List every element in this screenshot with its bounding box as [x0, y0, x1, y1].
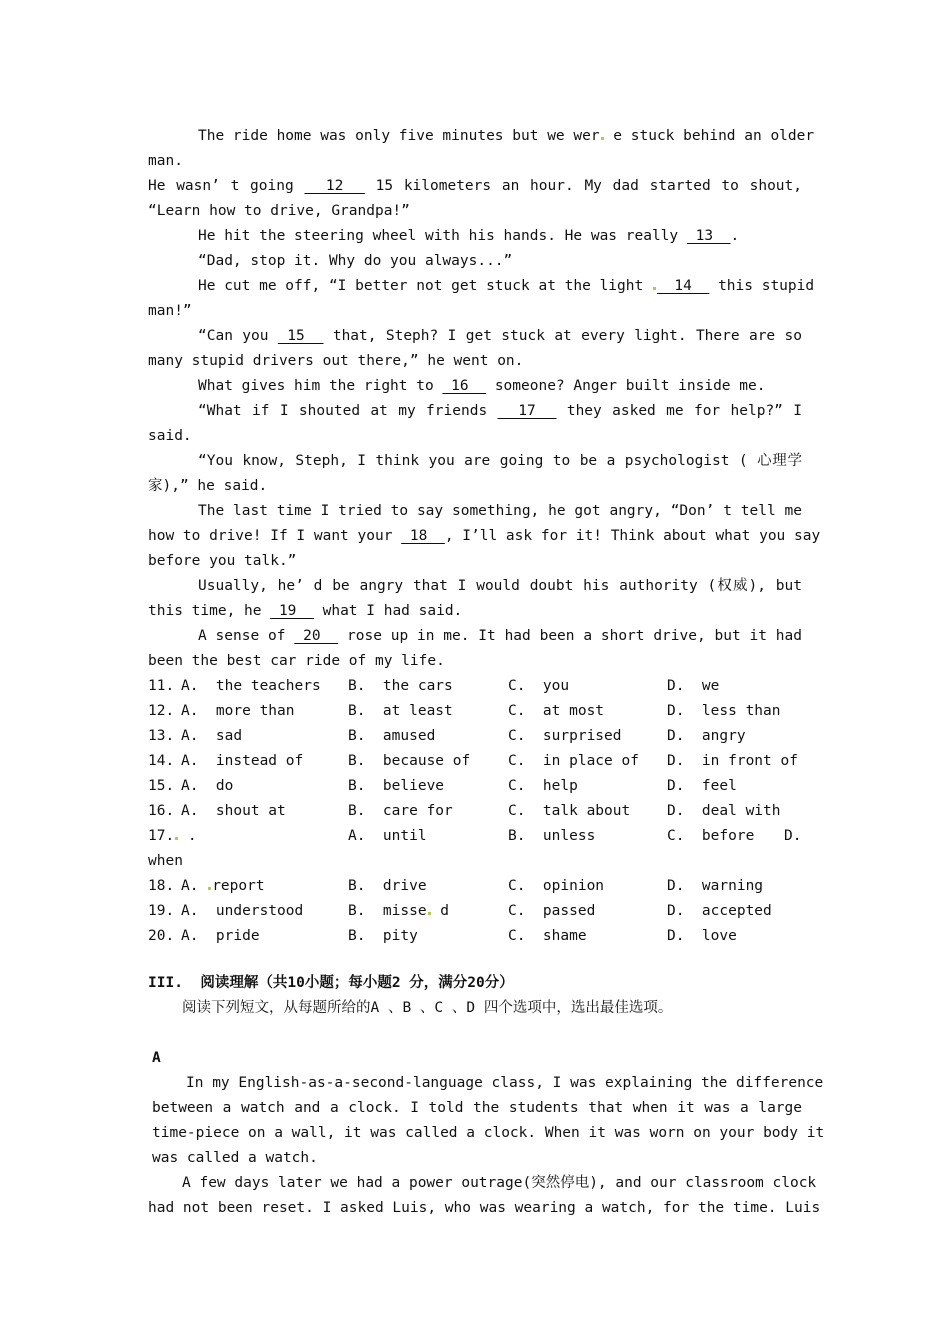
- passage-line: was called a watch.: [152, 1150, 318, 1166]
- option-d[interactable]: D. love: [667, 928, 737, 944]
- blank-18: 18: [401, 528, 445, 544]
- speck-mark: [653, 287, 656, 290]
- passage-line: What gives him the right to 16 someone? Anger built inside me.: [198, 378, 766, 394]
- option-c[interactable]: C. before: [667, 828, 755, 844]
- passage-line: The last time I tried to say something, he got angry, “Don’ t tell me: [198, 503, 802, 519]
- passage-line: A few days later we had a power outrage(突然停电), and our classroom clock: [182, 1175, 817, 1191]
- option-c[interactable]: C. at most: [508, 703, 605, 719]
- option-b[interactable]: B. at least: [348, 703, 453, 719]
- passage-label: A: [152, 1050, 161, 1066]
- option-d[interactable]: D. we: [667, 678, 720, 694]
- option-d[interactable]: D. warning: [667, 878, 764, 894]
- passage-line: been the best car ride of my life.: [148, 653, 445, 669]
- option-c[interactable]: C. in place of: [508, 753, 639, 769]
- passage-line: “Can you 15 that, Steph? I get stuck at every light. There are so: [198, 328, 802, 344]
- passage-line: between a watch and a clock. I told the students that when it was a large: [152, 1100, 802, 1116]
- option-b[interactable]: B. pity: [348, 928, 418, 944]
- option-d[interactable]: D. accepted: [667, 903, 772, 919]
- passage-line: how to drive! If I want your 18 , I’ll ask for it! Think about what you say: [148, 528, 821, 544]
- passage-line: He wasn’ t going 12 15 kilometers an hour. My dad started to shout,: [148, 178, 802, 194]
- option-a[interactable]: A. pride: [181, 928, 260, 944]
- option-a[interactable]: A. instead of: [181, 753, 304, 769]
- option-b[interactable]: B. believe: [348, 778, 445, 794]
- question-number: 20.: [148, 928, 175, 944]
- option-b[interactable]: B. care for: [348, 803, 453, 819]
- option-d[interactable]: D. in front of: [667, 753, 798, 769]
- option-b[interactable]: B. because of: [348, 753, 471, 769]
- question-number: 13.: [148, 728, 175, 744]
- option-a[interactable]: A. do: [181, 778, 234, 794]
- passage-line: this time, he 19 what I had said.: [148, 603, 463, 619]
- speck-mark: [175, 837, 178, 840]
- question-number: 14.: [148, 753, 175, 769]
- passage-line: man!”: [148, 303, 192, 319]
- passage-line: 家),” he said.: [148, 478, 268, 494]
- question-number: 16.: [148, 803, 175, 819]
- blank-14: 14: [656, 278, 710, 294]
- option-b[interactable]: B. amused: [348, 728, 436, 744]
- option-a[interactable]: A. more than: [181, 703, 295, 719]
- option-d[interactable]: D. angry: [667, 728, 746, 744]
- section-title: III. 阅读理解（共10小题；每小题2 分，满分20分）: [148, 975, 514, 991]
- option-d[interactable]: D. less than: [667, 703, 781, 719]
- question-number: 11.: [148, 678, 175, 694]
- blank-20: 20: [294, 628, 339, 644]
- section-instruction: 阅读下列短文，从每题所给的A 、B 、C 、D 四个选项中，选出最佳选项。: [182, 1000, 673, 1016]
- passage-line: man.: [148, 153, 183, 169]
- option-a[interactable]: A. sad: [181, 728, 243, 744]
- passage-line: He hit the steering wheel with his hands. He was really 13 .: [198, 228, 740, 244]
- question-number: 15.: [148, 778, 175, 794]
- question-number: 19.: [148, 903, 175, 919]
- passage-line: many stupid drivers out there,” he went on.: [148, 353, 524, 369]
- passage-line: The ride home was only five minutes but we wer e stuck behind an older: [198, 128, 815, 144]
- option-a[interactable]: A. understood: [181, 903, 304, 919]
- passage-line: “Learn how to drive, Grandpa!”: [148, 203, 410, 219]
- option-a[interactable]: A. report: [181, 878, 265, 894]
- passage-line: A sense of 20 rose up in me. It had been a short drive, but it had: [198, 628, 802, 644]
- speck-mark: [601, 137, 604, 140]
- option-b[interactable]: B. unless: [508, 828, 596, 844]
- speck-mark: [428, 912, 431, 915]
- passage-line: “Dad, stop it. Why do you always...”: [198, 253, 513, 269]
- option-b[interactable]: B. drive: [348, 878, 427, 894]
- speck-mark: [208, 887, 211, 890]
- passage-line: “You know, Steph, I think you are going to be a psychologist ( 心理学: [198, 453, 802, 469]
- option-b[interactable]: B. misse d: [348, 903, 450, 919]
- passage-line: said.: [148, 428, 192, 444]
- option-a[interactable]: A. shout at: [181, 803, 286, 819]
- question-number: 18.: [148, 878, 175, 894]
- option-c[interactable]: C. opinion: [508, 878, 605, 894]
- blank-13: 13: [686, 228, 731, 244]
- option-c[interactable]: C. surprised: [508, 728, 622, 744]
- option-d[interactable]: D. feel: [667, 778, 737, 794]
- option-c[interactable]: C. help: [508, 778, 578, 794]
- passage-line: He cut me off, “I better not get stuck at the light 14 this stupid: [198, 278, 815, 294]
- option-c[interactable]: C. you: [508, 678, 570, 694]
- option-a[interactable]: A. until: [348, 828, 427, 844]
- option-a[interactable]: A. the teachers: [181, 678, 321, 694]
- passage-line: In my English-as-a-second-language class, I was explaining the difference: [186, 1075, 824, 1091]
- option-c[interactable]: C. talk about: [508, 803, 631, 819]
- passage-line: time-piece on a wall, it was called a clock. When it was worn on your body it: [152, 1125, 825, 1141]
- option-c[interactable]: C. shame: [508, 928, 587, 944]
- question-number: 12.: [148, 703, 175, 719]
- option-b[interactable]: B. the cars: [348, 678, 453, 694]
- blank-19: 19: [270, 603, 314, 619]
- question-number: 17. .: [148, 828, 197, 844]
- passage-line: Usually, he’ d be angry that I would doubt his authority (权威), but: [198, 578, 802, 594]
- blank-16: 16: [442, 378, 487, 394]
- option-d[interactable]: D. deal with: [667, 803, 781, 819]
- option-d-text[interactable]: when: [148, 853, 183, 869]
- passage-line: had not been reset. I asked Luis, who was wearing a watch, for the time. Luis: [148, 1200, 821, 1216]
- blank-12: 12: [304, 178, 365, 194]
- passage-line: “What if I shouted at my friends 17 they asked me for help?” I: [198, 403, 803, 419]
- passage-line: before you talk.”: [148, 553, 297, 569]
- option-c[interactable]: C. passed: [508, 903, 596, 919]
- blank-15: 15: [277, 328, 324, 344]
- option-d[interactable]: D.: [784, 828, 802, 844]
- blank-17: 17: [497, 403, 557, 419]
